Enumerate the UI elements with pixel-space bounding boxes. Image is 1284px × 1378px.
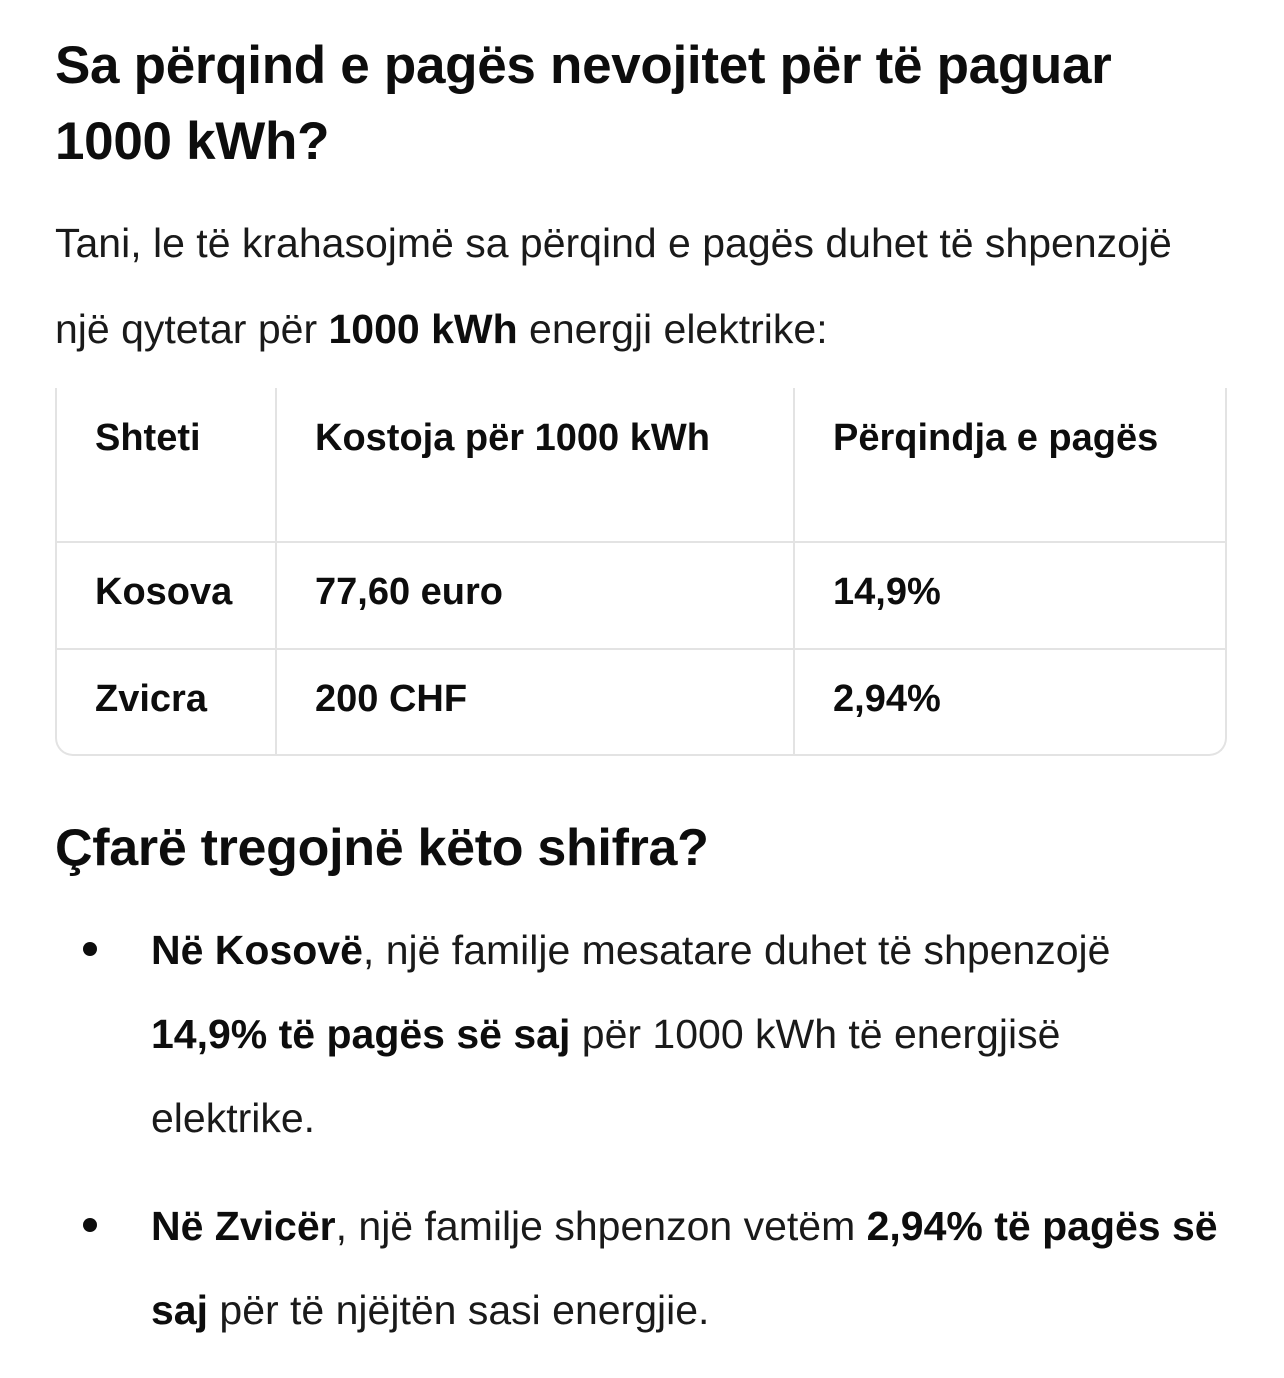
point-text-2: për 1000 kWh të energjisë elektrike.	[151, 1011, 1061, 1141]
list-item	[55, 1184, 1235, 1352]
intro-text-before: Tani, le të krahasojmë sa përqind e pagës duhet të shpenzojë një qytetar për	[55, 220, 1172, 352]
bullet-icon	[83, 942, 97, 956]
point-bold-1: Në Kosovë	[151, 927, 363, 973]
intro-paragraph	[55, 200, 1235, 372]
point-bold-2: 14,9% të pagës së saj	[151, 1011, 571, 1057]
header-country: Shteti	[57, 388, 276, 542]
list-item	[55, 908, 1235, 1160]
point-bold-1: Në Zvicër	[151, 1203, 336, 1249]
cell-country: Zvicra	[57, 649, 276, 754]
cell-country: Kosova	[57, 542, 276, 649]
intro-bold: 1000 kWh	[328, 306, 518, 352]
points-list	[55, 908, 1235, 1352]
cell-percentage: 14,9%	[794, 542, 1225, 649]
table-row	[57, 542, 1225, 649]
comparison-table-grid	[57, 388, 1225, 754]
cell-cost: 200 CHF	[276, 649, 794, 754]
point-text-2: për të njëjtën sasi energjie.	[208, 1287, 710, 1333]
point-text-1: , një familje mesatare duhet të shpenzojë	[362, 927, 1111, 973]
table-row	[57, 649, 1225, 754]
cell-cost: 77,60 euro	[276, 542, 794, 649]
point-bold-2: 2,94% të pagës së saj	[151, 1203, 1218, 1333]
page-heading: Sa përqind e pagës nevojitet për të paguar 1000 kWh?	[55, 36, 1112, 171]
cell-percentage: 2,94%	[833, 677, 941, 720]
header-percentage: Përqindja e pagës	[794, 388, 1225, 542]
section-subheading: Çfarë tregojnë këto shifra?	[55, 819, 709, 877]
point-text-1: , një familje shpenzon vetëm	[335, 1203, 867, 1249]
header-cost: Kostoja për 1000 kWh	[276, 388, 794, 542]
bullet-icon	[83, 1218, 97, 1232]
intro-text-after: energji elektrike:	[517, 306, 828, 352]
table-header-row	[57, 388, 1225, 542]
comparison-table	[55, 388, 1227, 756]
